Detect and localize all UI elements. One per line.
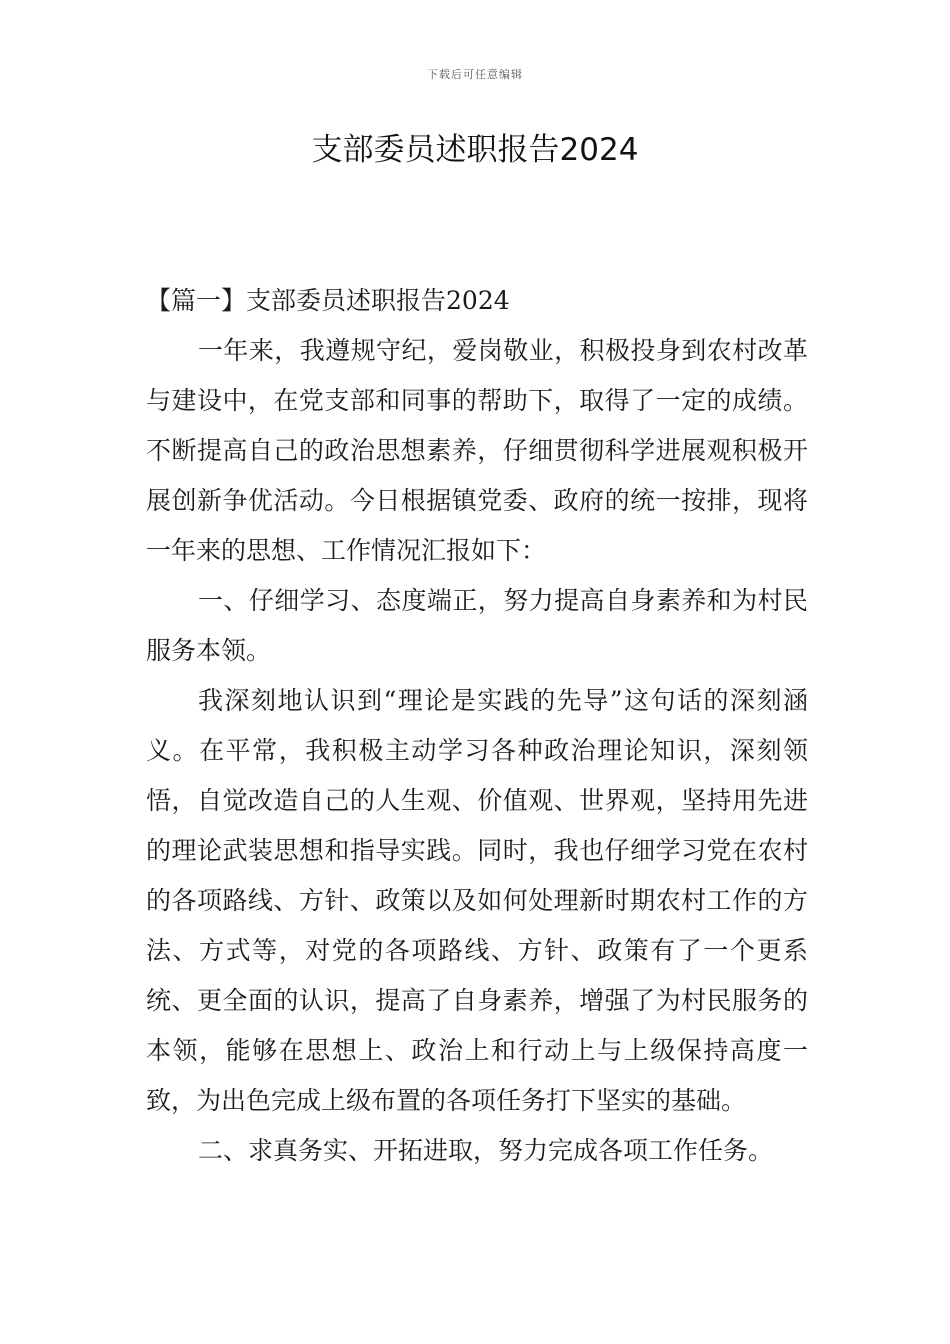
paragraph-point-two: 二、求真务实、开拓进取，努力完成各项工作任务。 [198,1136,774,1165]
page-header-note: 下载后可任意编辑 [427,68,523,81]
document-title: 支部委员述职报告2024 [311,132,639,168]
document-body [146,276,808,1176]
paragraph-point-one: 一、仔细学习、态度端正，努力提高自身素养和为村民服务本领。 [146,586,808,665]
paragraph-intro: 一年来，我遵规守纪，爱岗敬业，积极投身到农村改革与建设中，在党支部和同事的帮助下，取得了一定的成绩。不断提高自己的政治思想素养，仔细贯彻科学进展观积极开展创新争优活动。今日根据镇党委、政府的统一按排，现将一年来的思想、工作情况汇报如下： [146,336,808,565]
section-heading: 【篇一】支部委员述职报告2024 [146,286,510,315]
paragraph-theory-study: 我深刻地认识到“理论是实践的先导”这句话的深刻涵义。在平常，我积极主动学习各种政治理论知识，深刻领悟，自觉改造自己的人生观、价值观、世界观，坚持用先进的理论武装思想和指导实践。同时，我也仔细学习党在农村的各项路线、方针、政策以及如何处理新时期农村工作的方法、方式等，对党的各项路线、方针、政策有了一个更系统、更全面的认识，提高了自身素养，增强了为村民服务的本领，能够在思想上、政治上和行动上与上级保持高度一致，为出色完成上级布置的各项任务打下坚实的基础。 [146,686,808,1115]
